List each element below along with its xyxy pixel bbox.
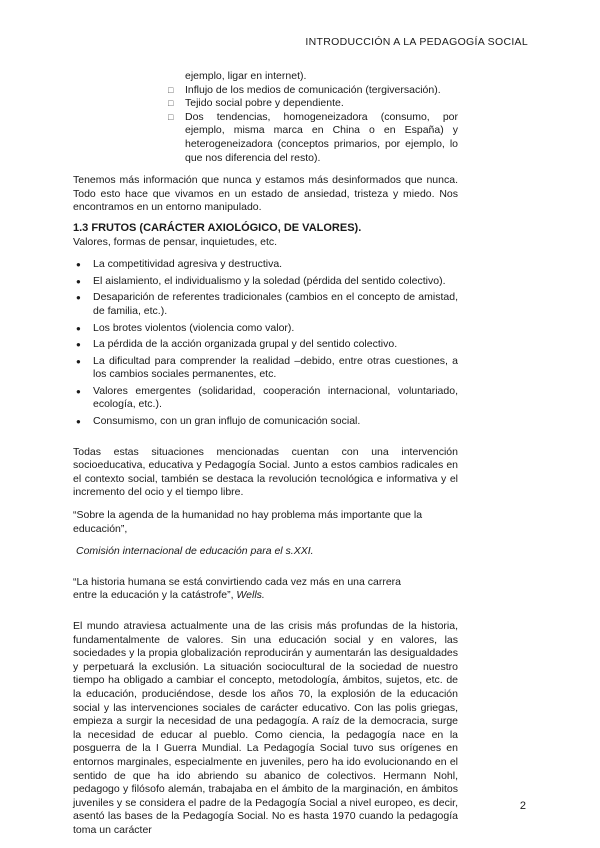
list-item: ● El aislamiento, el individualismo y la soledad (pérdida del sentido colectivo).: [76, 274, 446, 287]
bullet-icon: ●: [76, 356, 81, 366]
paragraph-information: Tenemos más información que nunca y estamos más desinformados que nunca. Todo esto hace que vivamos en un estado de ansiedad, tristeza y miedo. Nos encontramos en un entorno manipulado.: [73, 174, 458, 214]
bullet-icon: ●: [76, 386, 81, 396]
list-item: □ Influjo de los medios de comunicación (tergiversación).: [168, 83, 441, 96]
list-item: ● La competitividad agresiva y destructiva.: [76, 258, 283, 271]
bullet-icon: ●: [76, 340, 81, 350]
list-continuation: ejemplo, ligar en internet).: [185, 70, 307, 82]
bullet-icon: ●: [76, 417, 81, 427]
square-bullet-icon: □: [168, 111, 174, 122]
list-item: ● Desaparición de referentes tradicionales (cambios en el concepto de amistad, de familia, etc.).: [76, 291, 458, 317]
paragraph-situations: Todas estas situaciones mencionadas cuentan con una intervención socioeducativa, educativa y Pedagogía Social. Junto a estos cambios radicales en el contexto social, también se destaca la revolución tecnológica e informativa y el incremento del ocio y el tiempo libre.: [73, 445, 458, 499]
list-item: ● Consumismo, con un gran influjo de comunicación social.: [76, 415, 361, 428]
paragraph-history: El mundo atraviesa actualmente una de las crisis más profundas de la historia, fundamentalmente de valores. Sin una educación social y en valores, las sociedades y la propia globalización reproducirán y aumentarán las desigualdades y perpetuará la exclusión. La situación sociocultural de la sociedad de nuestro tiempo ha obligado a cambiar el concepto, metodología, ámbitos, sujetos, etc. de la educación, produciéndose, desde los años 70, la explosión de la educación social y las intervenciones sociales de carácter educativo. Con las polis griegas, empieza a surgir la necesidad de una pedagogía. A raíz de la democracia, surge la necesidad de educar al pueblo. Como ciencia, la pedagogía nace en la posguerra de la I Guerra Mundial. La Pedagogía Social tuvo sus orígenes en entornos marginales, especialmente en juveniles, pero ha ido evolucionando en el sentido de que ha ido abriendo su abanico de colectivos. Hermann Nohl, pedagogo y filósofo alemán, trabajaba en el ámbito de la marginación, en ámbitos juveniles y se considera el padre de la Pedagogía Social a nivel europeo, es decir, asentó las bases de la Pedagogía Social. No es hasta 1970 cuando la pedagogía toma un carácter: [73, 620, 458, 836]
quote-text: “Sobre la agenda de la humanidad no hay problema más importante que la educación”,: [73, 509, 423, 535]
list-item: □ Dos tendencias, homogeneizadora (consumo, por ejemplo, misma marca en China o en España) y heterogeneizadora (conceptos primarios, por ejemplo, lo que nos diferencia del resto).: [168, 110, 458, 164]
page-number: 2: [519, 800, 526, 812]
bullet-icon: ●: [76, 276, 81, 286]
list-item: ● La dificultad para comprender la realidad –debido, entre otras cuestiones, a los cambios sociales permanentes, etc.: [76, 354, 458, 381]
bullet-icon: ●: [76, 260, 81, 270]
fruits-list: [76, 258, 458, 429]
section-heading: 1.3 FRUTOS (CARÁCTER AXIOLÓGICO, DE VALORES).: [73, 221, 362, 234]
running-header: INTRODUCCIÓN A LA PEDAGOGÍA SOCIAL: [305, 36, 528, 48]
page-content: [73, 70, 458, 838]
list-item: ● Los brotes violentos (violencia como valor).: [76, 321, 295, 334]
top-square-list: [168, 70, 458, 165]
list-item: □ Tejido social pobre y dependiente.: [168, 97, 344, 110]
square-bullet-icon: □: [168, 84, 174, 95]
bullet-icon: ●: [76, 323, 81, 333]
list-item: ● La pérdida de la acción organizada grupal y del sentido colectivo.: [76, 338, 398, 351]
section-subtitle: Valores, formas de pensar, inquietudes, etc.: [73, 235, 278, 248]
square-bullet-icon: □: [168, 98, 174, 109]
quote-wells: [73, 576, 403, 603]
quote-text: “La historia humana se está convirtiendo cada vez más en una carrera entre la educación y la catástrofe”,: [73, 575, 402, 602]
quote-author: Wells.: [236, 589, 265, 602]
quote-source: Comisión internacional de educación para el s.XXI.: [76, 545, 314, 558]
bullet-icon: ●: [76, 293, 81, 303]
list-item: ● Valores emergentes (solidaridad, cooperación internacional, voluntariado, ecología, etc.).: [76, 384, 458, 411]
